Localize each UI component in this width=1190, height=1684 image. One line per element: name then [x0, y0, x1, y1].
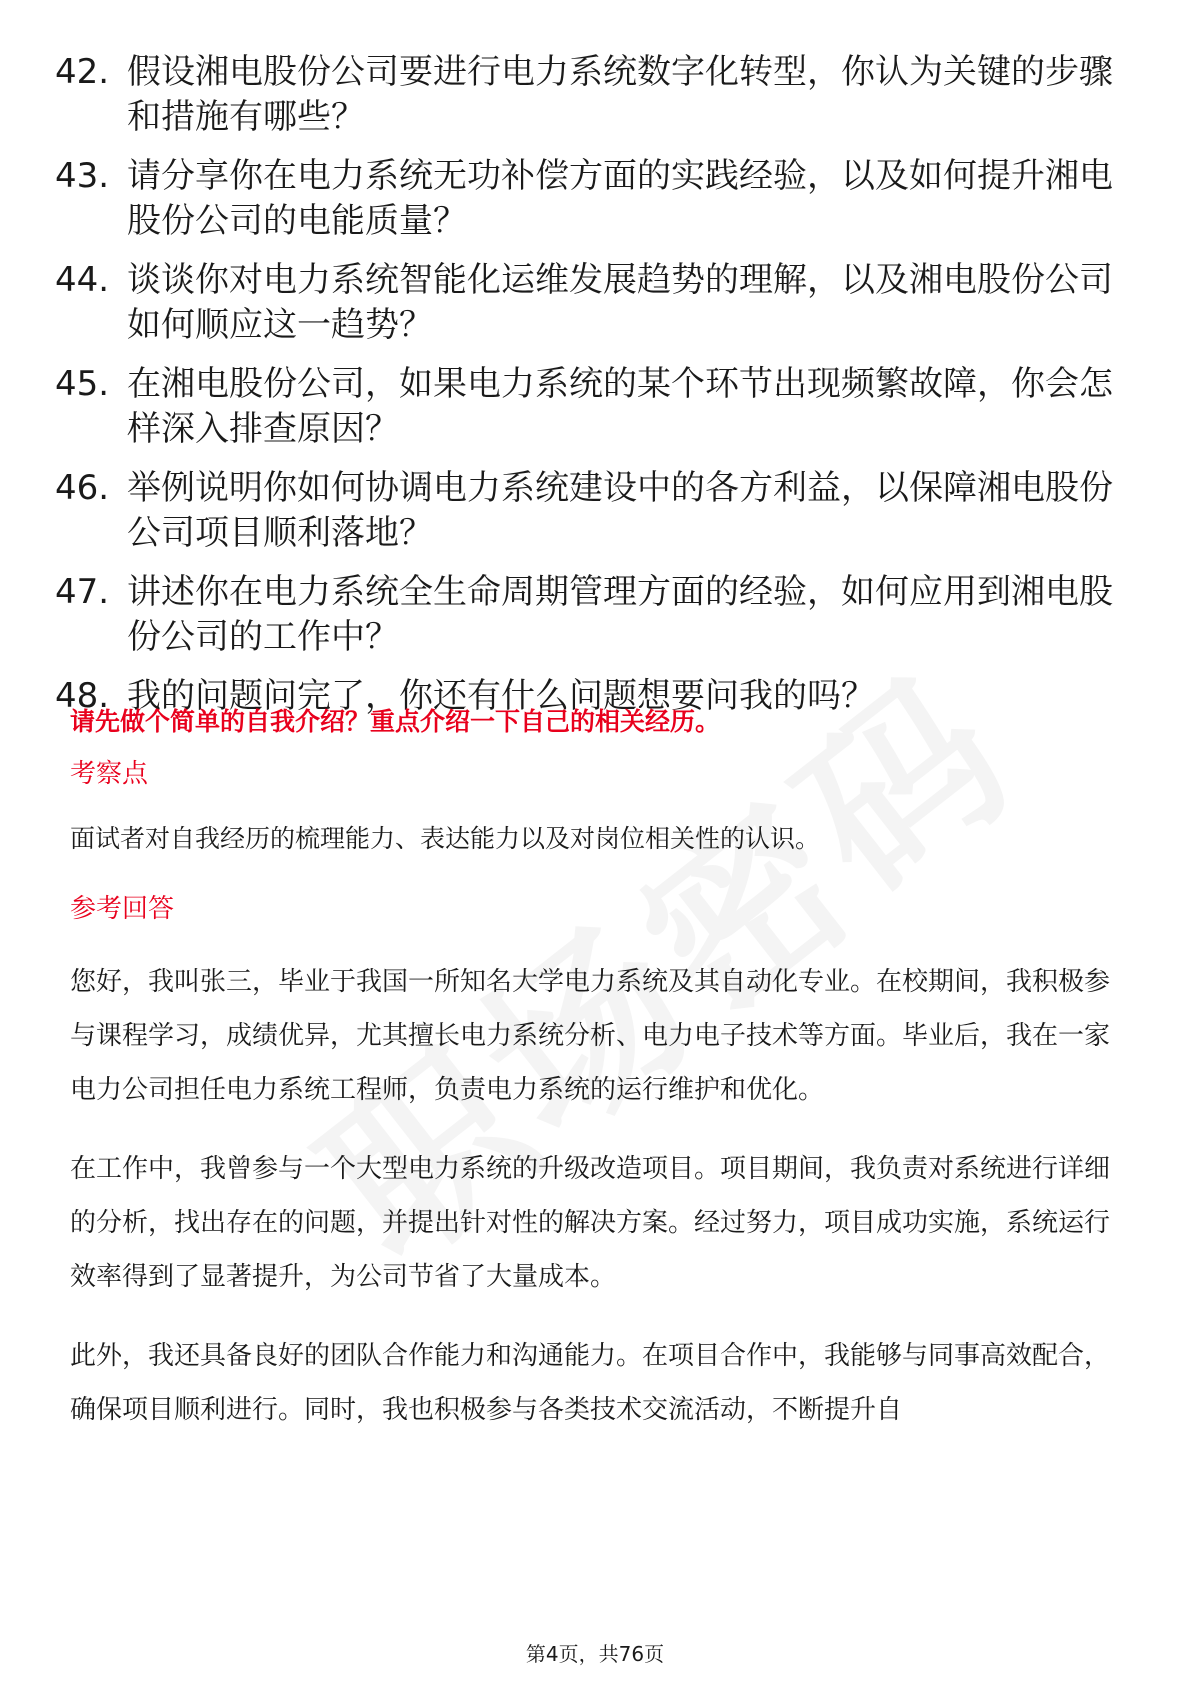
answer-paragraph: 此外，我还具备良好的团队合作能力和沟通能力。在项目合作中，我能够与同事高效配合，确保项目顺利进行。同时，我也积极参与各类技术交流活动，不断提升自 [70, 1341, 1111, 1425]
question-number: 45. [55, 364, 110, 404]
question-text: 请分享你在电力系统无功补偿方面的实践经验，以及如何提升湘电股份公司的电能质量？ [127, 156, 1113, 241]
question-text: 谈谈你对电力系统智能化运维发展趋势的理解，以及湘电股份公司如何顺应这一趋势？ [127, 260, 1113, 345]
reference-answer [70, 955, 1130, 1462]
page-footer: 第4页，共76页 [525, 1642, 665, 1666]
question-item [55, 50, 1135, 140]
question-number: 48. [55, 676, 110, 716]
question-number: 44. [55, 260, 110, 300]
question-item [55, 258, 1135, 348]
question-number: 43. [55, 156, 110, 196]
question-item [55, 466, 1135, 556]
question-number: 47. [55, 572, 110, 612]
question-text: 我的问题问完了，你还有什么问题想要问我的吗？ [127, 676, 875, 716]
question-number: 46. [55, 468, 110, 508]
question-text: 讲述你在电力系统全生命周期管理方面的经验，如何应用到湘电股份公司的工作中？ [127, 572, 1113, 657]
question-item [55, 154, 1135, 244]
exam-point-label: 考察点 [70, 759, 149, 789]
answer-paragraph: 您好，我叫张三，毕业于我国一所知名大学电力系统及其自动化专业。在校期间，我积极参与课程学习，成绩优异，尤其擅长电力系统分析、电力电子技术等方面。毕业后，我在一家电力公司担任电力系统工程师，负责电力系统的运行维护和优化。 [70, 967, 1111, 1105]
question-number: 42. [55, 52, 110, 92]
section-headline: 请先做个简单的自我介绍？重点介绍一下自己的相关经历。 [70, 707, 721, 736]
question-list [55, 50, 1135, 733]
exam-point-text: 面试者对自我经历的梳理能力、表达能力以及对岗位相关性的认识。 [70, 824, 821, 853]
question-text: 假设湘电股份公司要进行电力系统数字化转型，你认为关键的步骤和措施有哪些？ [127, 52, 1113, 137]
question-text: 在湘电股份公司，如果电力系统的某个环节出现频繁故障，你会怎样深入排查原因？ [127, 364, 1113, 449]
reference-answer-label: 参考回答 [70, 894, 175, 924]
question-item [55, 570, 1135, 660]
answer-paragraph: 在工作中，我曾参与一个大型电力系统的升级改造项目。项目期间，我负责对系统进行详细的分析，找出存在的问题，并提出针对性的解决方案。经过努力，项目成功实施，系统运行效率得到了显著提升，为公司节省了大量成本。 [70, 1154, 1111, 1292]
question-item [55, 362, 1135, 452]
question-text: 举例说明你如何协调电力系统建设中的各方利益，以保障湘电股份公司项目顺利落地？ [127, 468, 1113, 553]
